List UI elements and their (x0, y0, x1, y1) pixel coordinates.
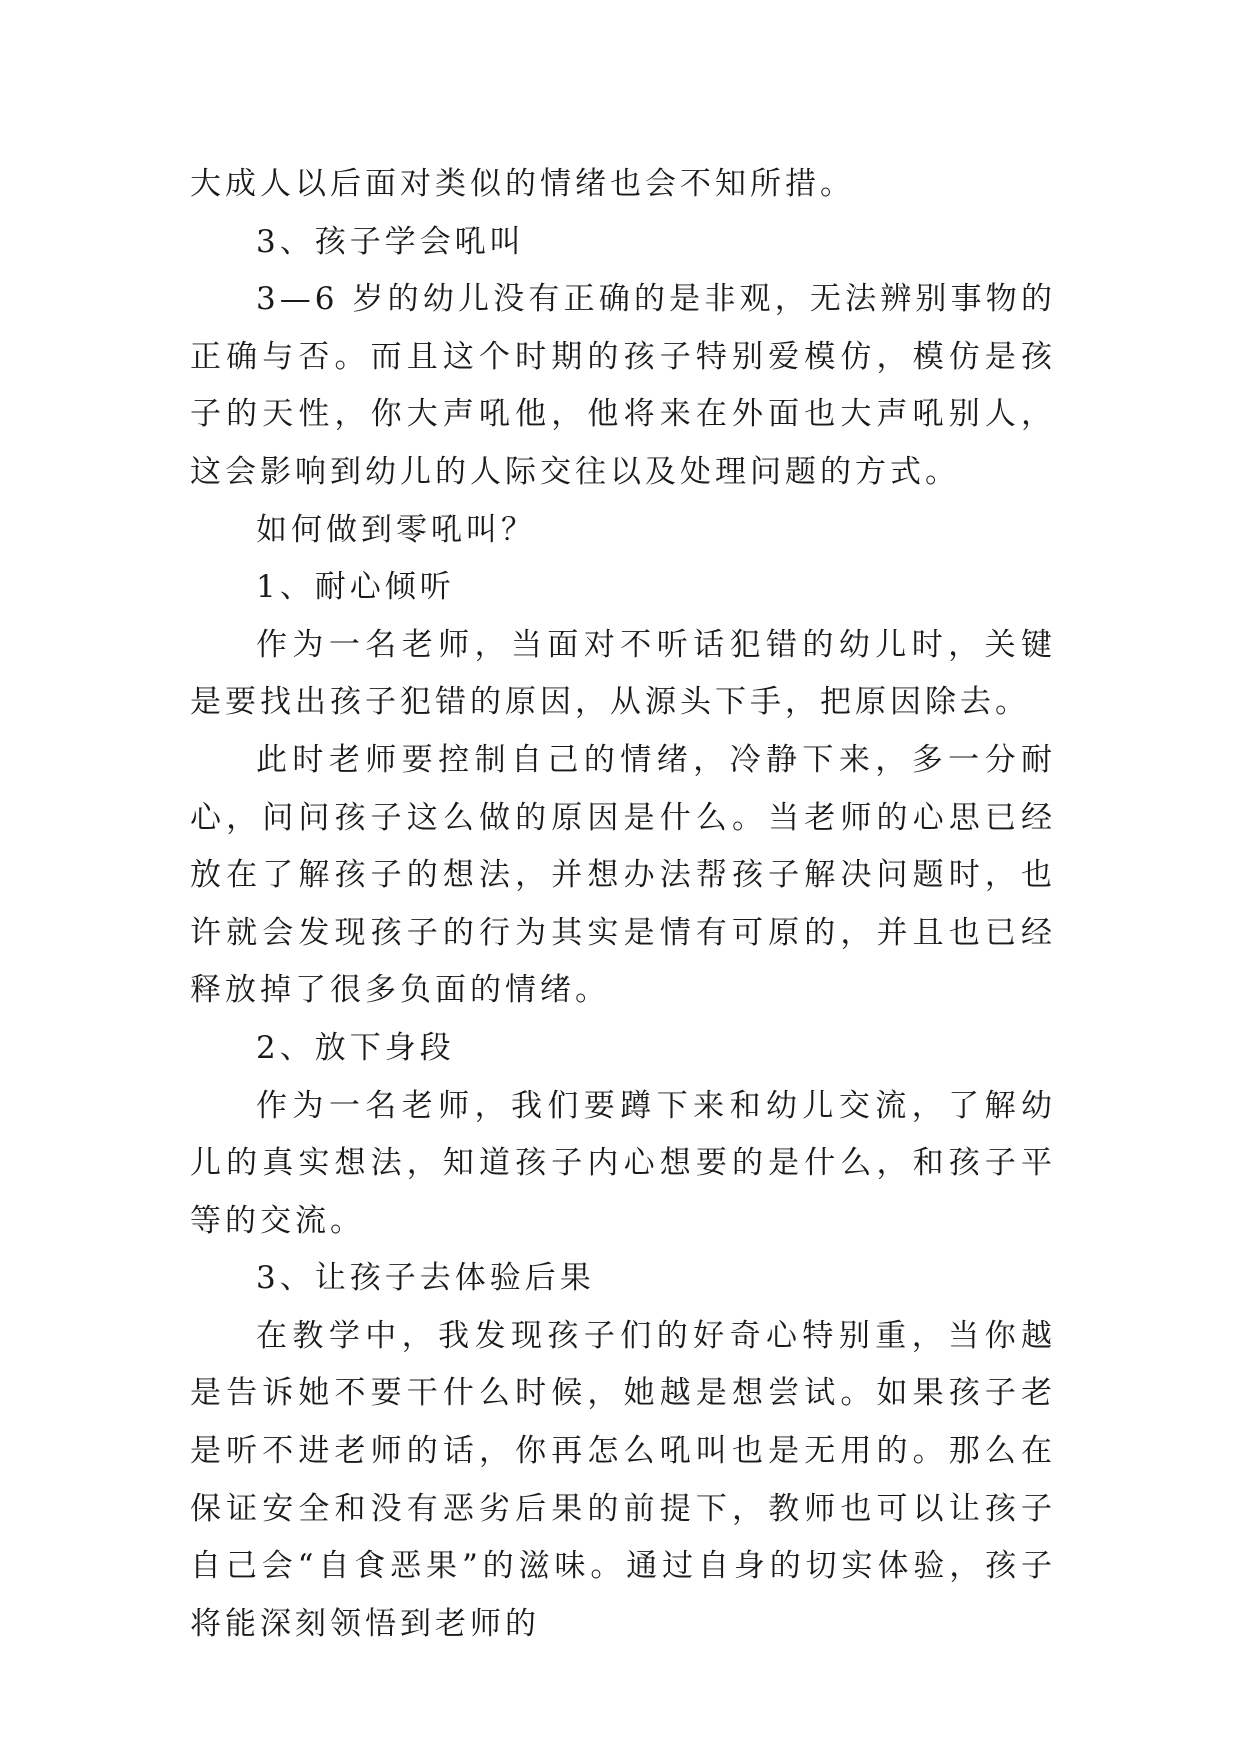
heading-experience-consequences: 3、让孩子去体验后果 (256, 1260, 595, 1297)
document-body (190, 156, 1056, 1653)
heading-how-zero-yelling: 如何做到零吼叫？ (256, 511, 536, 548)
paragraph-find-cause: 作为一名老师，当面对不听话犯错的幼儿时，关键是要找出孩子犯错的原因，从源头下手，把原因除去。 (190, 626, 1056, 721)
heading-patient-listening: 1、耐心倾听 (256, 569, 455, 606)
paragraph-curiosity: 在教学中，我发现孩子们的好奇心特别重，当你越是告诉她不要干什么时候，她越是想尝试。如果孩子老是听不进老师的话，你再怎么吼叫也是无用的。那么在保证安全和没有恶劣后果的前提下，教师也可以让孩子自己会“自食恶果”的滋味。通过自身的切实体验，孩子将能深刻领悟到老师的 (190, 1317, 1056, 1642)
paragraph-control-emotion: 此时老师要控制自己的情绪，冷静下来，多一分耐心，问问孩子这么做的原因是什么。当老师的心思已经放在了解孩子的想法，并想办法帮孩子解决问题时，也许就会发现孩子的行为其实是情有可原的，并且也已经释放掉了很多负面的情绪。 (190, 741, 1056, 1009)
paragraph-age-3-6: 3—6 岁的幼儿没有正确的是非观，无法辨别事物的正确与否。而且这个时期的孩子特别爱模仿，模仿是孩子的天性，你大声吼他，他将来在外面也大声吼别人，这会影响到幼儿的人际交往以及处理问题的方式。 (190, 281, 1056, 490)
paragraph-continuation: 大成人以后面对类似的情绪也会不知所措。 (190, 166, 855, 202)
heading-child-learns-yelling: 3、孩子学会吼叫 (256, 223, 525, 260)
heading-lower-yourself: 2、放下身段 (256, 1029, 455, 1066)
paragraph-squat-down: 作为一名老师，我们要蹲下来和幼儿交流，了解幼儿的真实想法，知道孩子内心想要的是什么，和孩子平等的交流。 (190, 1087, 1056, 1239)
